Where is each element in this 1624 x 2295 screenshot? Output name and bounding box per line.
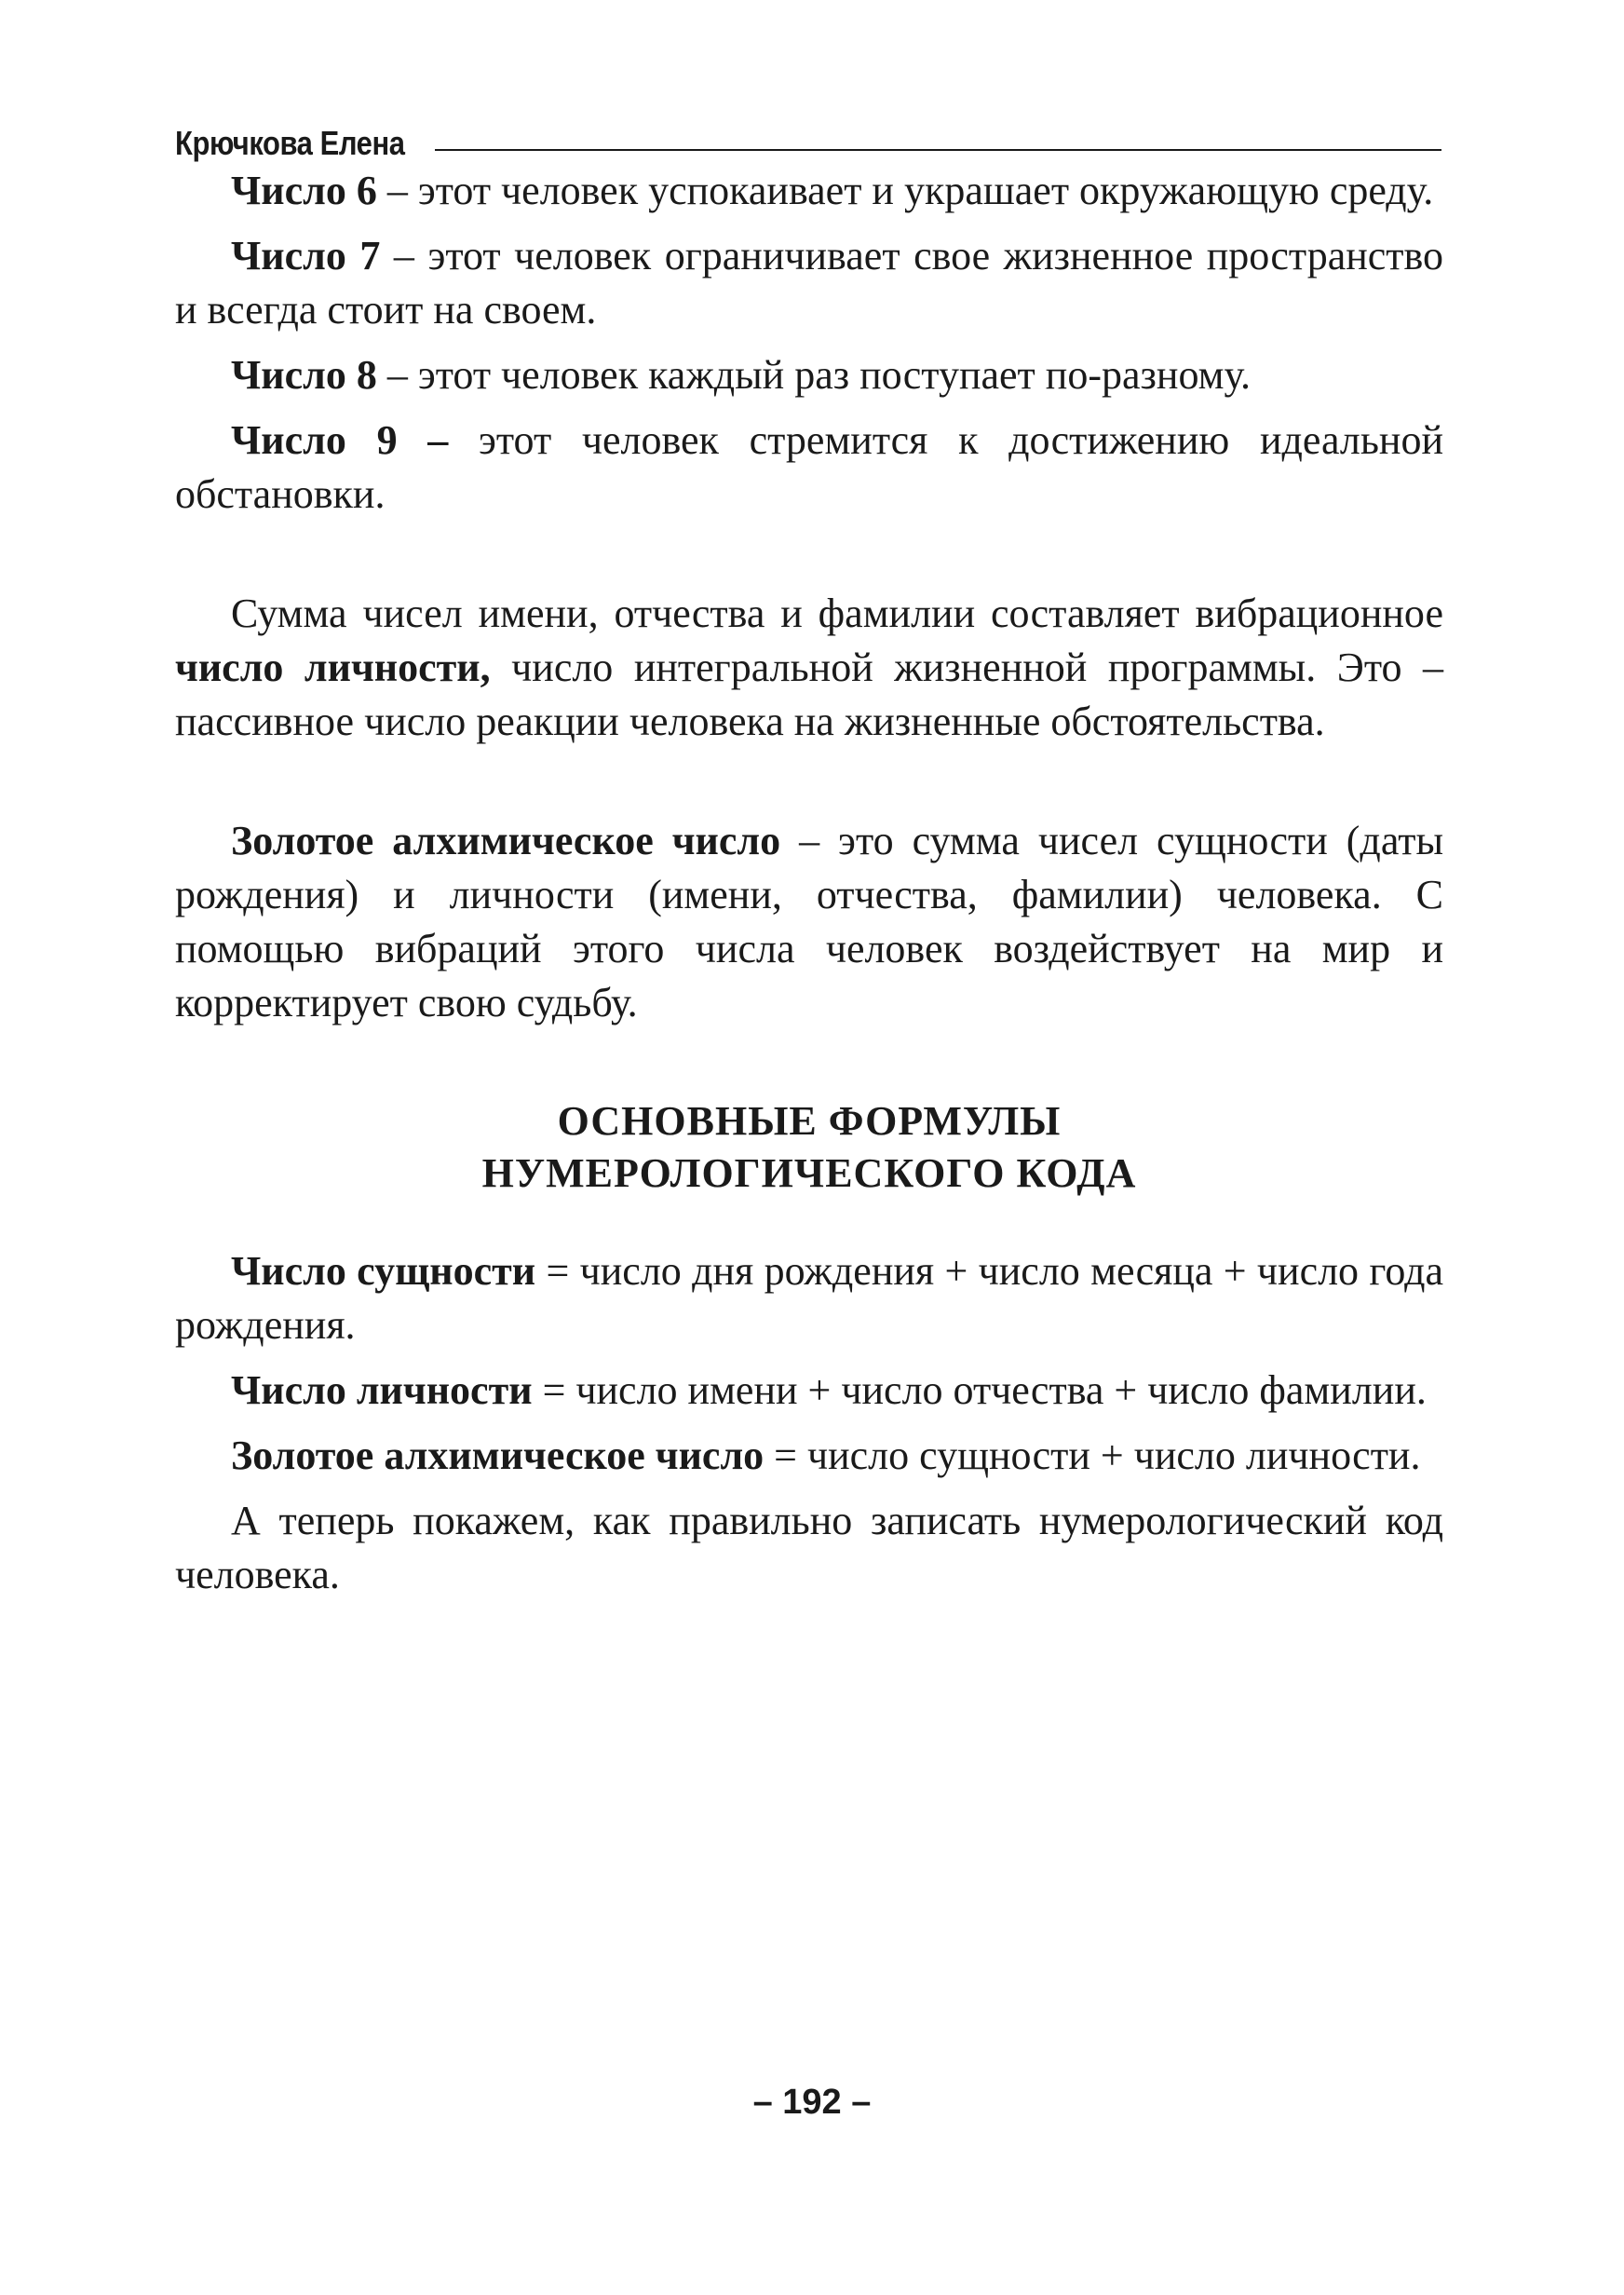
paragraph-text: – этот человек успокаивает и украшает окружающую среду. bbox=[376, 168, 1434, 213]
paragraph-text: число интегральной жизненной программы. Это – пассивное число реакции человека на жизненные обстоятельства. bbox=[175, 645, 1443, 744]
paragraph-term: число личности, bbox=[175, 645, 491, 690]
section-heading-line-2: НУМЕРОЛОГИЧЕСКОГО КОДА bbox=[481, 1150, 1137, 1196]
paragraph-number-9 bbox=[175, 414, 1443, 522]
paragraph-lead: Золотое алхимическое число bbox=[231, 818, 781, 863]
running-head bbox=[175, 104, 1441, 160]
paragraph-text: – этот человек каждый раз поступает по-разному. bbox=[376, 352, 1252, 398]
formula-text: = число имени + число отчества + число фамилии. bbox=[532, 1367, 1427, 1413]
formula-lead: Число сущности bbox=[231, 1248, 536, 1294]
closing-paragraph bbox=[175, 1494, 1443, 1602]
body-text bbox=[175, 164, 1443, 1602]
formula-golden bbox=[175, 1429, 1443, 1483]
formula-text: = число сущности + число личности. bbox=[764, 1433, 1421, 1478]
paragraph-golden-number bbox=[175, 814, 1443, 1030]
paragraph-number-8 bbox=[175, 348, 1443, 402]
page-number: – 192 – bbox=[752, 2083, 872, 2122]
paragraph-lead: Число 6 bbox=[231, 168, 377, 213]
paragraph-lead: Число 7 bbox=[231, 233, 381, 278]
paragraph-text: этот человек стремится к достижению идеальной обстановки. bbox=[175, 417, 1444, 517]
paragraph-personality-number bbox=[175, 587, 1443, 749]
formula-lead: Число личности bbox=[231, 1367, 533, 1413]
paragraph-text: А теперь покажем, как правильно записать нумерологический код человека. bbox=[175, 1498, 1443, 1597]
formula-personality bbox=[175, 1364, 1443, 1418]
paragraph-number-7 bbox=[175, 229, 1443, 337]
paragraph-number-6 bbox=[175, 164, 1443, 218]
paragraph-lead: Число 9 – bbox=[231, 417, 449, 463]
running-head-author: Крючкова Елена bbox=[175, 124, 405, 162]
formula-lead: Золотое алхимическое число bbox=[231, 1433, 765, 1478]
paragraph-text: – это сумма чисел сущности (даты рождения) и личности (имени, отчества, фамилии) человека. С помощью вибраций этого числа человек воздействует на мир и корректирует свою судьбу. bbox=[175, 818, 1444, 1025]
formula-text: = число дня рождения + число месяца + число года рождения. bbox=[175, 1248, 1443, 1348]
paragraph-text: Сумма чисел имени, отчества и фамилии составляет вибрационное bbox=[231, 591, 1443, 636]
paragraph-lead: Число 8 bbox=[231, 352, 377, 398]
section-heading-line-1: ОСНОВНЫЕ ФОРМУЛЫ bbox=[557, 1098, 1062, 1144]
paragraph-text: – этот человек ограничивает свое жизненное пространство и всегда стоит на своем. bbox=[175, 233, 1443, 333]
running-head-rule bbox=[435, 149, 1441, 151]
formula-essence bbox=[175, 1244, 1443, 1352]
section-heading bbox=[175, 1095, 1443, 1200]
